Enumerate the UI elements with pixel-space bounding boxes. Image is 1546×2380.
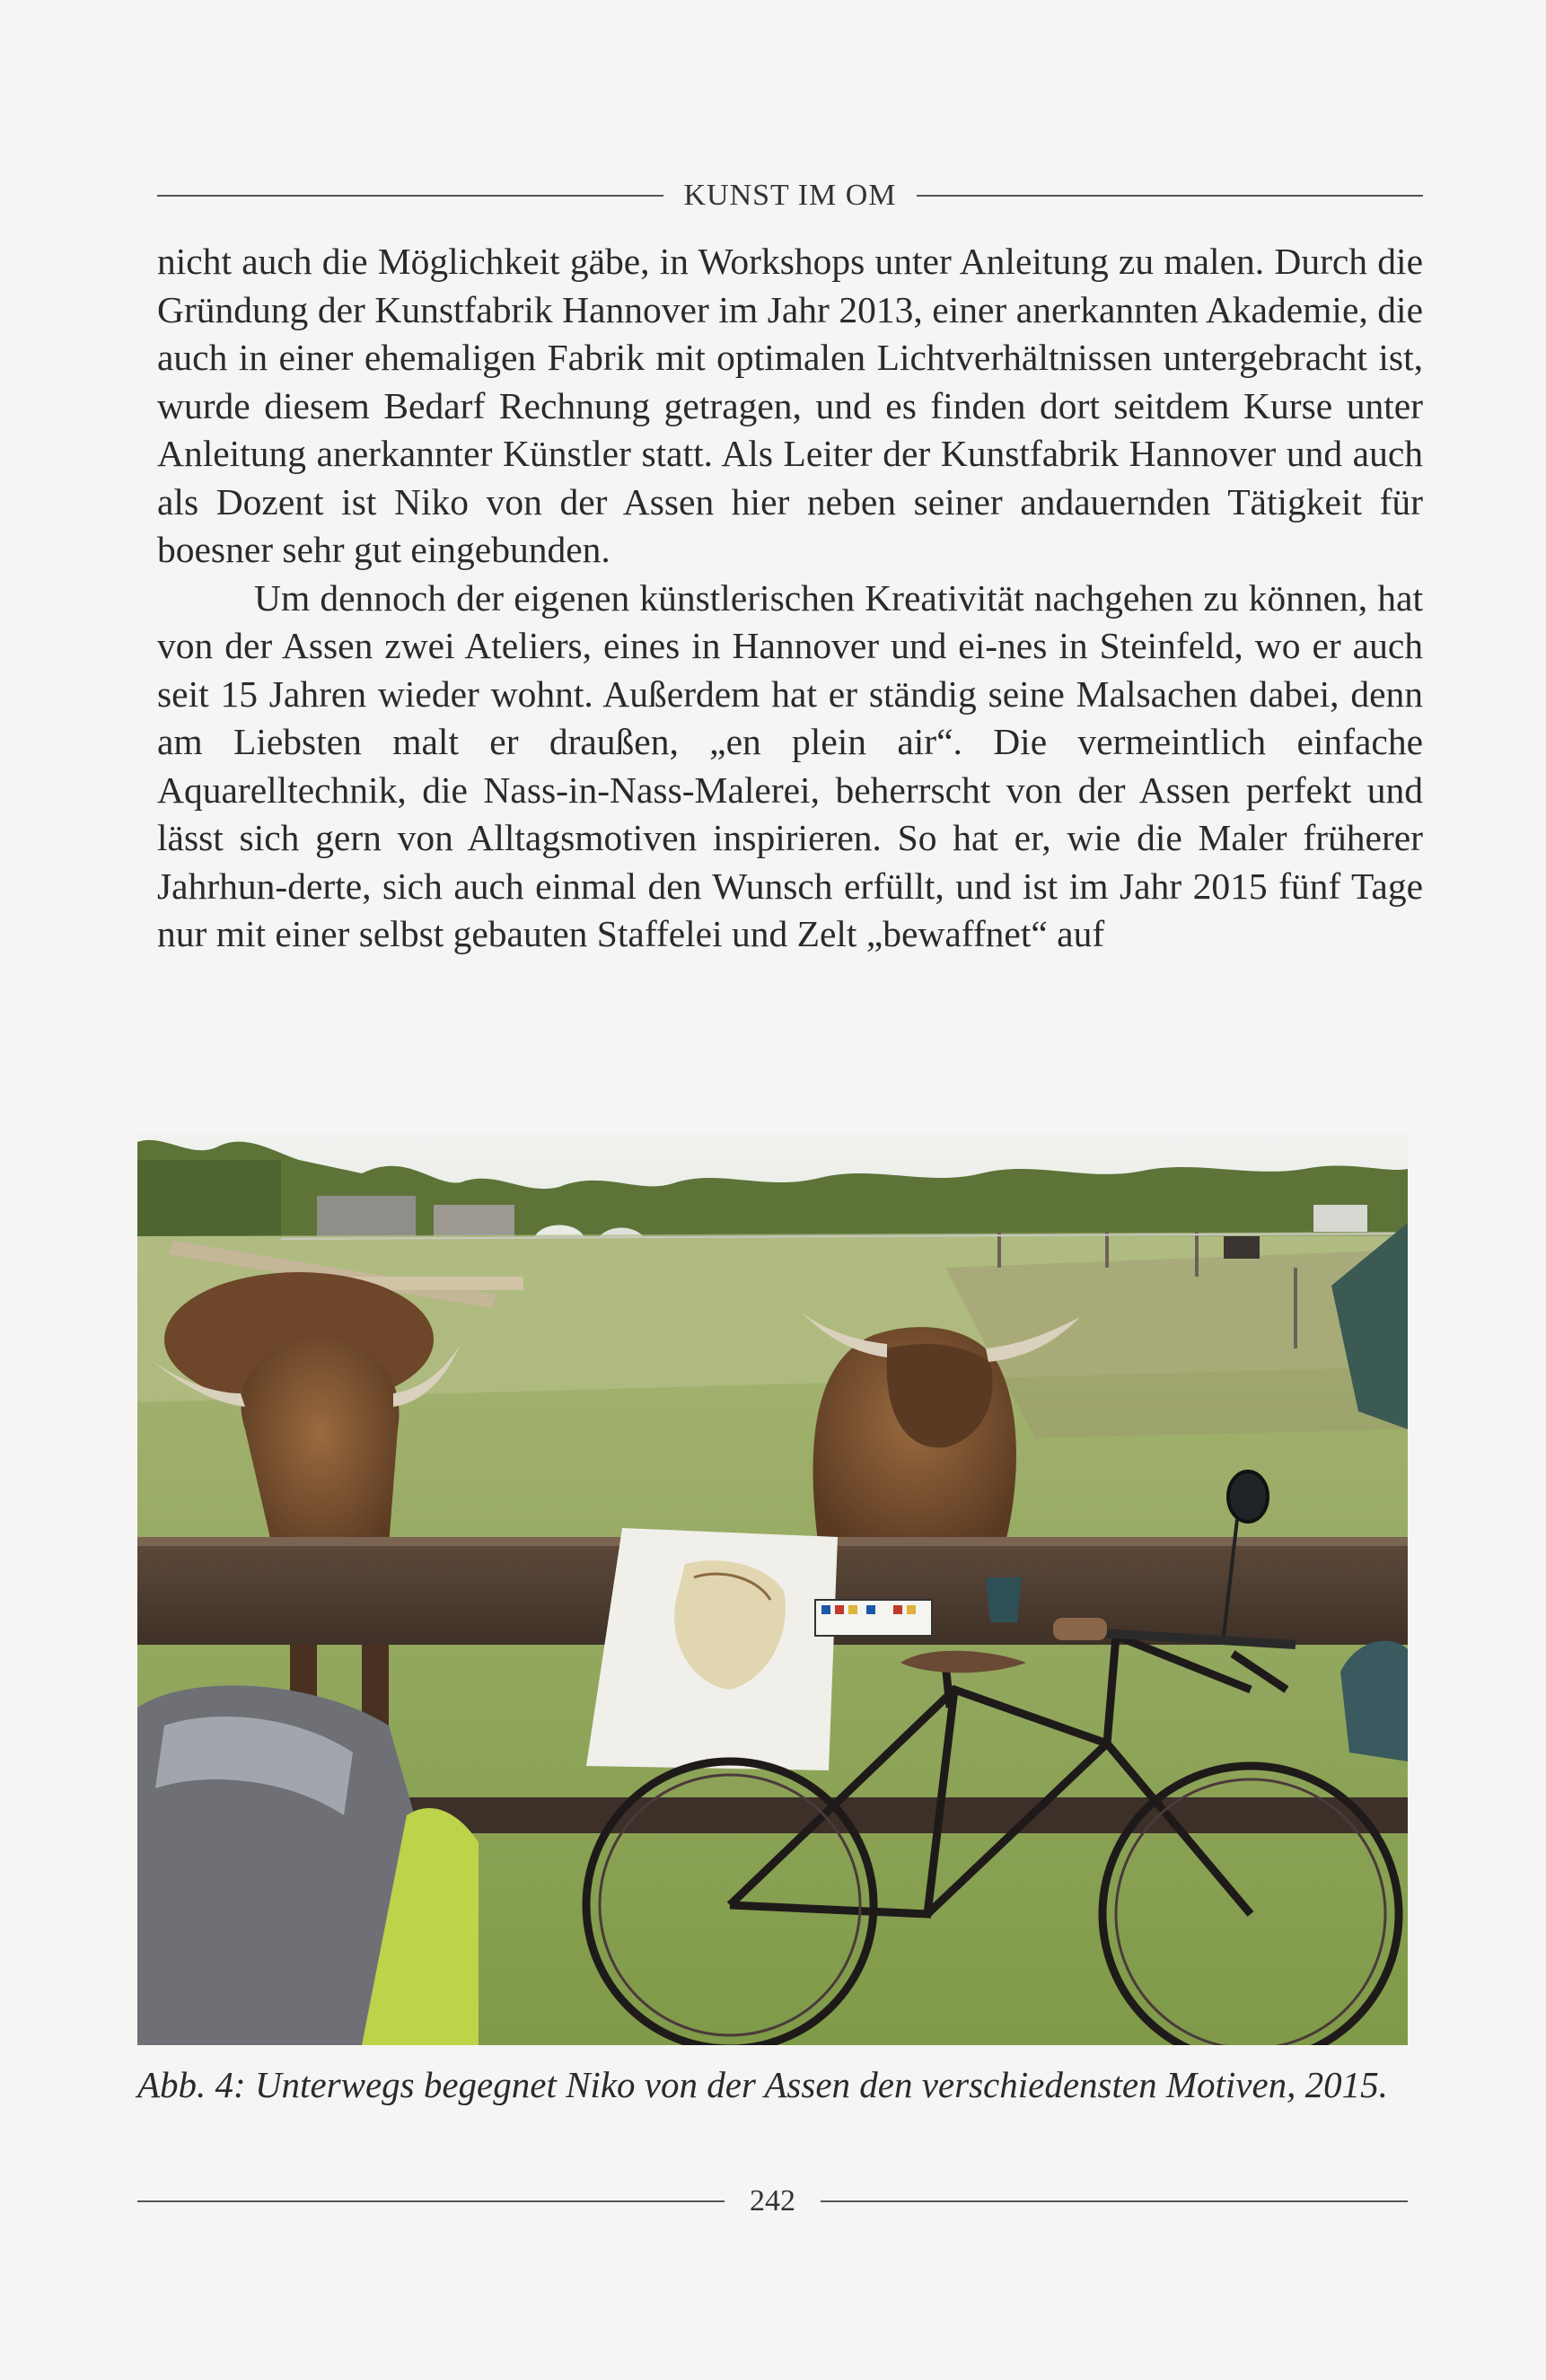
page-footer [137,2183,1408,2219]
body-text [157,238,1423,959]
page-number: 242 [750,2184,795,2218]
paragraph-1: nicht auch die Möglichkeit gäbe, in Workshops unter Anleitung zu malen. Durch die Gründung der Kunstfabrik Hannover im Jahr 2013, einer anerkannten Akademie, die auch in einer ehemaligen Fabrik mit optimalen Lichtverhältnissen untergebracht ist, wurde diesem Bedarf Rechnung getragen, und es finden dort seitdem Kurse unter Anleitung anerkannter Künstler statt. Als Leiter der Kunstfabrik Hannover und auch als Dozent ist Niko von der Assen hier neben seiner andauernden Tätigkeit für boesner sehr gut eingebunden. [157,241,1423,570]
running-head-title: KUNST IM OM [683,179,897,212]
footer-rule-right [821,2200,1408,2202]
footer-rule-left [137,2200,725,2202]
photo-illustration [137,1133,1408,2045]
photo-highland-cattle-bicycle [137,1133,1408,2045]
figure-caption: Abb. 4: Unterwegs begegnet Niko von der Assen den verschiedensten Motiven, 2015. [137,2064,1388,2105]
header-rule-left [157,195,663,197]
header-rule-right [917,195,1423,197]
paragraph-2: Um dennoch der eigenen künstlerischen Kreativität nachgehen zu können, hat von der Assen zwei Ateliers, eines in Hannover und ei-nes in Steinfeld, wo er auch seit 15 Jahren wieder wohnt. Außerdem hat er ständig seine Malsachen dabei, denn am Liebsten malt er draußen, „en plein air“. Die vermeintlich einfache Aquarelltechnik, die Nass-in-Nass-Malerei, beherrscht von der Assen perfekt und lässt sich gern von Alltagsmotiven inspirieren. So hat er, wie die Maler früherer Jahrhun-derte, sich auch einmal den Wunsch erfüllt, und ist im Jahr 2015 fünf Tage nur mit einer selbst gebauten Staffelei und Zelt „bewaffnet“ auf [157,576,1423,954]
running-header [157,178,1423,214]
